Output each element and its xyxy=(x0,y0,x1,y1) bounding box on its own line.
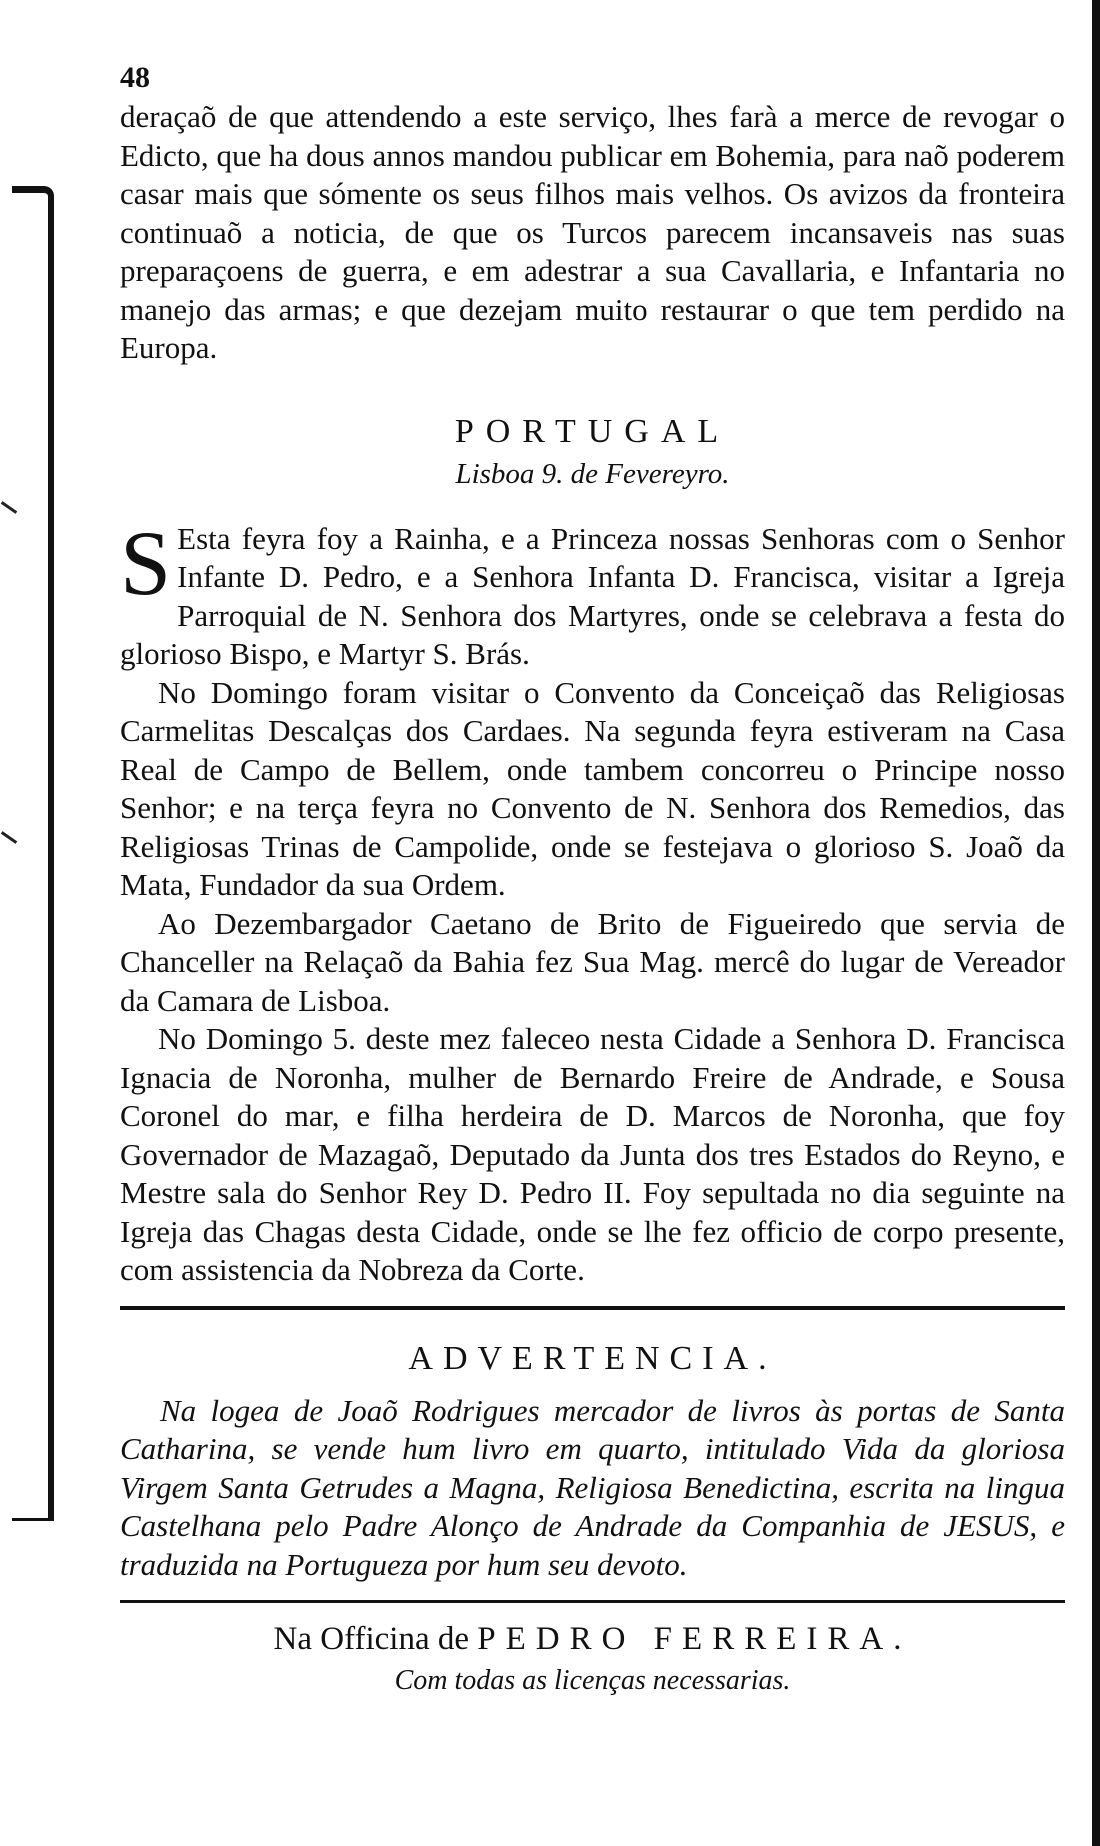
news-paragraph-text: Esta feyra foy a Rainha, e a Princeza nossas Senhoras com o Senhor Infante D. Pedro, e a Senhora Infanta D. Francisca, visitar a Igreja Parroquial de N. Senhora dos Martyres, onde se celebrava a festa do glorioso Bispo, e Martyr S. Brás. xyxy=(120,520,1065,671)
continued-paragraph: deraçaõ de que attendendo a este serviço, lhes farà a merce de revogar o Edicto, que ha dous annos mandou publicar em Bohemia, para naõ poderem casar mais que sómente os seus filhos mais velhos. Os avizos da fronteira continuaõ a noticia, de que os Turcos parecem incansaveis nas suas preparaçoens de guerra, e em adestrar a sua Cavallaria, e Infantaria no manejo das armas; e que dezejam muito restaurar o que tem perdido na Europa. xyxy=(120,99,1065,365)
notice-title: ADVERTENCIA. xyxy=(408,1339,777,1377)
gazette-page xyxy=(120,54,1065,1701)
news-paragraph xyxy=(120,511,1065,674)
section-title: PORTUGAL xyxy=(454,412,731,450)
binding-margin-mark xyxy=(12,186,54,1521)
news-paragraph: No Domingo 5. deste mez faleceo nesta Cidade a Senhora D. Francisca Ignacia de Noronha, mulher de Bernardo Freire de Andrade, e Sousa Coronel do mar, e filha herdeira de D. Marcos de Noronha, que foy Governador de Mazagaõ, Deputado da Junta dos tres Estados do Reyno, e Mestre sala do Senhor Rey D. Pedro II. Foy sepultada no dia seguinte na Igreja das Chagas desta Cidade, onde se lhe fez officio de corpo presente, com assistencia da Nobreza da Corte. xyxy=(120,1021,1065,1287)
news-paragraph: No Domingo foram visitar o Convento da Conceiçaõ das Religiosas Carmelitas Descalças dos Cardaes. Na segunda feyra estiveram na Casa Real de Campo de Bellem, onde tambem concorreu o Principe nosso Senhor; e na terça feyra no Convento de N. Senhora dos Remedios, das Religiosas Trinas de Campolide, onde se festejava o glorioso S. Joaõ da Mata, Fundador da sua Ordem. xyxy=(120,674,1065,902)
drop-cap: S xyxy=(120,511,172,614)
licence-line: Com todas as licenças necessarias. xyxy=(394,1665,791,1696)
divider-rule xyxy=(120,1306,1065,1310)
divider-rule xyxy=(120,1600,1065,1603)
news-paragraph: Ao Dezembargador Caetano de Brito de Figueiredo que servia de Chanceller na Relaçaõ da Bahia fez Sua Mag. mercê do lugar de Vereador da Camara de Lisboa. xyxy=(120,905,1065,1018)
printer-name: PEDRO FERREIRA. xyxy=(477,1621,912,1657)
section-dateline: Lisboa 9. de Fevereyro. xyxy=(455,457,730,490)
page-edge-shadow xyxy=(1092,0,1100,1846)
imprint-line xyxy=(120,1617,1065,1661)
imprint-prefix: Na Officina de xyxy=(273,1621,469,1657)
page-number: 48 xyxy=(120,61,150,94)
notice-text: Na logea de Joaõ Rodrigues mercador de livros às portas de Santa Catharina, se vende hum livro em quarto, intitulado Vida da gloriosa Virgem Santa Getrudes a Magna, Religiosa Benedictina, escrita na lingua Castelhana pelo Padre Alonço de Andrade da Companhia de JESUS, e traduzida na Portugueza por hum seu devoto. xyxy=(120,1392,1065,1582)
